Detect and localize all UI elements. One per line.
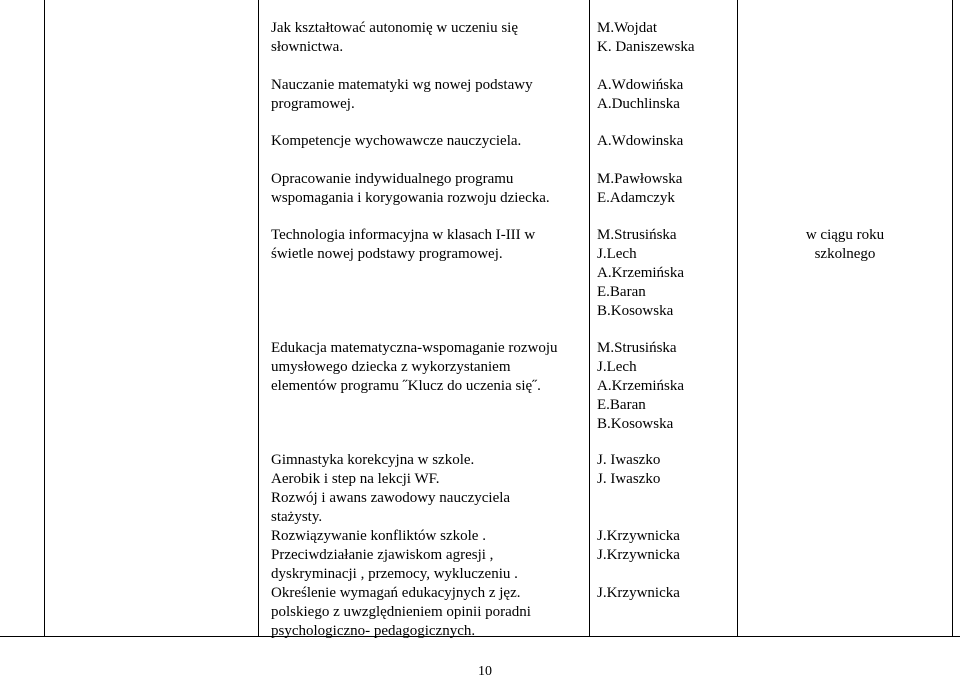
topic-line: Określenie wymagań edukacyjnych z jęz.	[271, 585, 521, 601]
person-name: E.Baran	[597, 284, 646, 300]
timing-cell	[745, 226, 945, 264]
topic-line: psychologiczno- pedagogicznych.	[271, 623, 476, 639]
person-name: E.Adamczyk	[597, 190, 675, 206]
person-name: A.Krzemińska	[597, 265, 685, 281]
person-name	[597, 508, 737, 527]
person-name: J.Krzywnicka	[597, 528, 680, 544]
table-border-left	[44, 0, 45, 636]
topic-line: Opracowanie indywidualnego programu	[271, 171, 514, 187]
people-cell-7	[597, 451, 737, 603]
topic-line: Rozwiązywanie konfliktów szkole .	[271, 528, 486, 544]
person-name: B.Kosowska	[597, 416, 674, 432]
table-border-3	[737, 0, 738, 636]
person-name: A.Wdowińska	[597, 77, 684, 93]
person-name: M.Pawłowska	[597, 171, 683, 187]
person-name: E.Baran	[597, 397, 646, 413]
people-cell-5	[597, 226, 737, 321]
page-number: 10	[478, 664, 492, 679]
topic-line: Edukacja matematyczna-wspomaganie rozwoju	[271, 340, 558, 356]
people-cell-2	[597, 76, 737, 114]
topic-cell-2	[271, 76, 589, 114]
topic-line: programowej.	[271, 96, 355, 112]
topic-line: Przeciwdziałanie zjawiskom agresji ,	[271, 547, 494, 563]
topic-line: elementów programu ˝Klucz do uczenia się˝.	[271, 378, 541, 394]
topic-cell-7	[271, 451, 589, 641]
timing-text: w ciągu roku	[805, 227, 885, 243]
topic-line: polskiego z uwzględnieniem opinii poradni	[271, 604, 531, 620]
topic-cell-4	[271, 170, 589, 208]
topic-line: dyskryminacji , przemocy, wykluczeniu .	[271, 566, 518, 582]
topic-cell-1	[271, 19, 589, 57]
topic-line: umysłowego dziecka z wykorzystaniem	[271, 359, 511, 375]
topic-line: Aerobik i step na lekcji WF.	[271, 471, 440, 487]
people-cell-3	[597, 132, 737, 151]
people-cell-1	[597, 19, 737, 57]
person-name: M.Strusińska	[597, 227, 677, 243]
person-name: B.Kosowska	[597, 303, 674, 319]
person-name: J.Krzywnicka	[597, 585, 680, 601]
topic-cell-3	[271, 132, 589, 151]
topic-line: Nauczanie matematyki wg nowej podstawy	[271, 77, 533, 93]
topic-cell-5	[271, 226, 589, 264]
person-name	[597, 489, 737, 508]
person-name	[597, 565, 737, 584]
person-name: M.Wojdat	[597, 20, 658, 36]
topic-line: Jak kształtować autonomię w uczeniu się	[271, 20, 519, 36]
table-border-1	[258, 0, 259, 636]
timing-text: szkolnego	[814, 246, 876, 262]
person-name: A.Duchlinska	[597, 96, 680, 112]
topic-line: świetle nowej podstawy programowej.	[271, 246, 503, 262]
topic-cell-6	[271, 339, 589, 396]
people-cell-6	[597, 339, 737, 434]
topic-line: Kompetencje wychowawcze nauczyciela.	[271, 133, 522, 149]
topic-line: wspomagania i korygowania rozwoju dziecka.	[271, 190, 550, 206]
topic-line: Rozwój i awans zawodowy nauczyciela	[271, 490, 511, 506]
table-border-right	[952, 0, 953, 636]
people-cell-4	[597, 170, 737, 208]
topic-line: Technologia informacyjna w klasach I-III w	[271, 227, 536, 243]
person-name: J.Lech	[597, 359, 637, 375]
person-name: A.Krzemińska	[597, 378, 685, 394]
person-name: A.Wdowinska	[597, 133, 684, 149]
person-name: J.Krzywnicka	[597, 547, 680, 563]
person-name: J. Iwaszko	[597, 452, 661, 468]
person-name: M.Strusińska	[597, 340, 677, 356]
person-name: J.Lech	[597, 246, 637, 262]
topic-line: stażysty.	[271, 509, 323, 525]
topic-line: Gimnastyka korekcyjna w szkole.	[271, 452, 475, 468]
table-border-2	[589, 0, 590, 636]
person-name: J. Iwaszko	[597, 471, 661, 487]
topic-line: słownictwa.	[271, 39, 344, 55]
person-name: K. Daniszewska	[597, 39, 695, 55]
